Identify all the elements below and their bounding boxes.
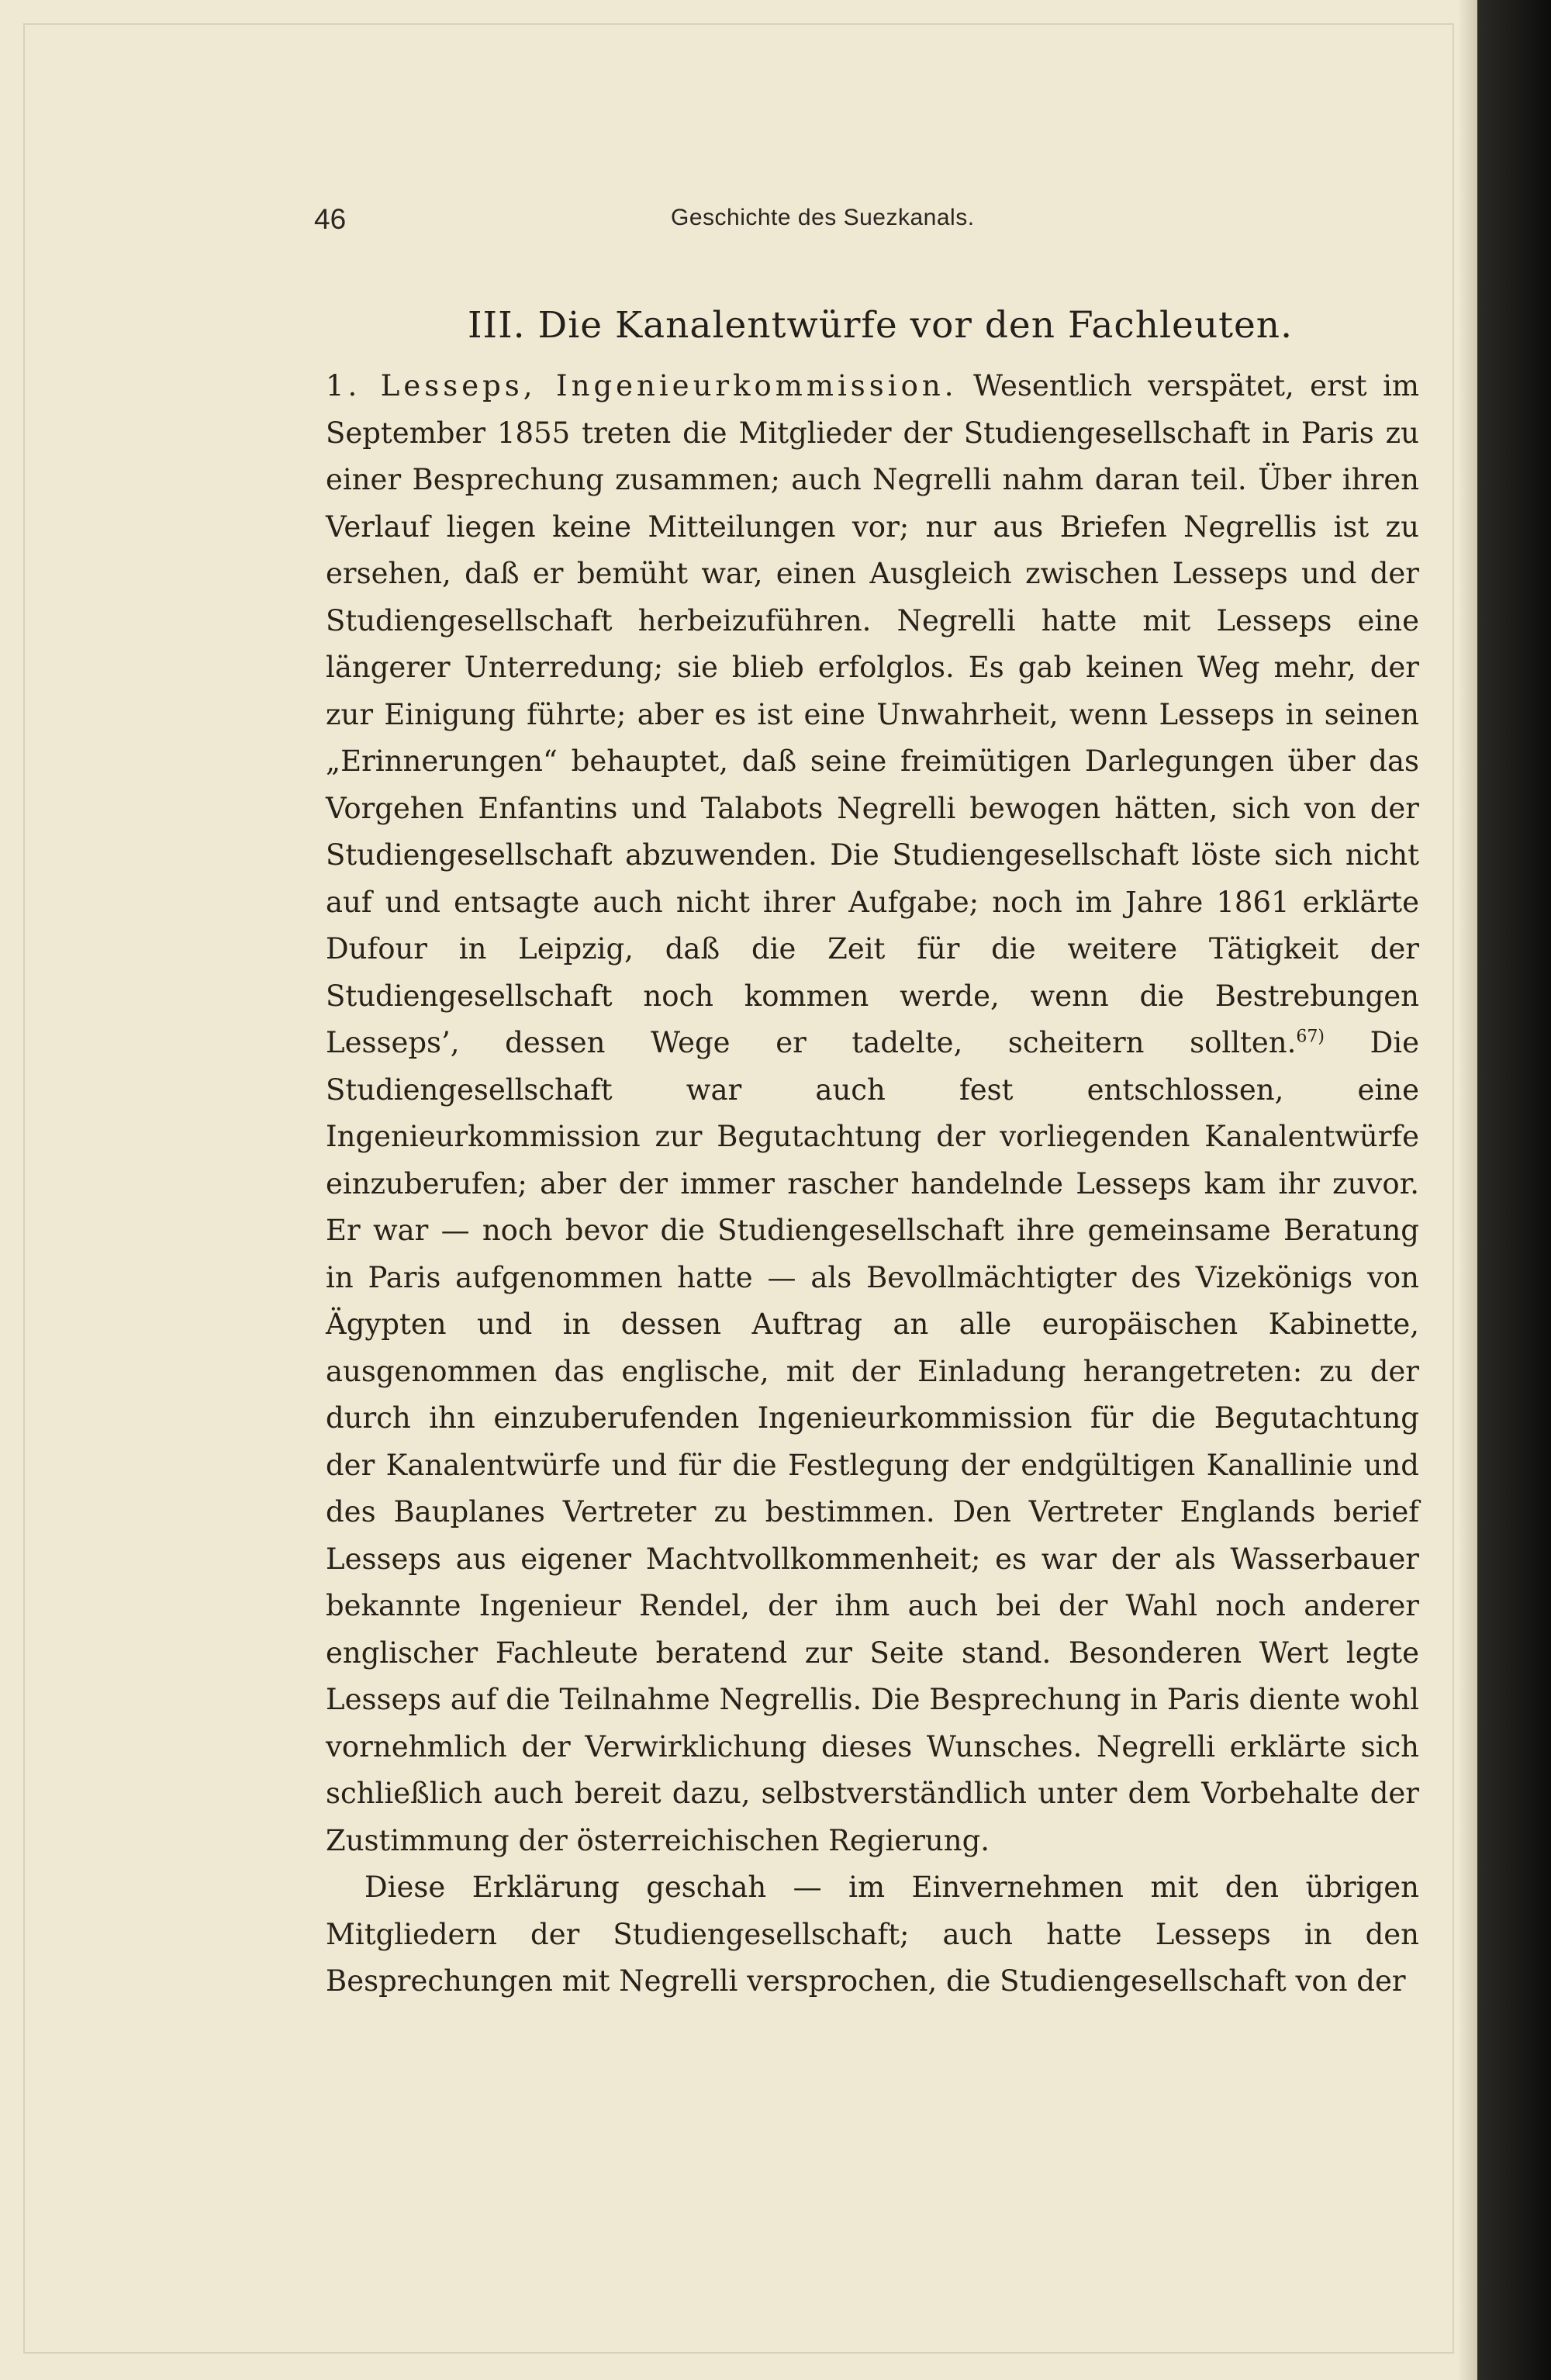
body-text (326, 363, 1419, 2005)
section-lead: 1. Lesseps, Ingenieurkommission. (326, 369, 958, 402)
footnote-ref: 67) (1296, 1027, 1325, 1047)
chapter-title: III. Die Kanalentwürfe vor den Fachleuten. (467, 304, 1294, 347)
paragraph-1-text-b: Die Studiengesellschaft war auch fest entschlossen, eine Ingenieurkommission zur Begutachtung der vorliegenden Kanalentwürfe einzuberufen; aber der immer rascher handelnde Lesseps kam ihr zuvor. Er war — noch bevor die Studiengesellschaft ihre gemeinsame Beratung in Paris aufgenommen hatte — als Bevollmächtigter des Vizekönigs von Ägypten und in dessen Auftrag an alle europäischen Kabinette, ausgenommen das englische, mit der Einladung herangetreten: zu der durch ihn einzuberufenden Ingenieurkommission für die Begutachtung der Kanalentwürfe und für die Festlegung der endgültigen Kanallinie und des Bauplanes Vertreter zu bestimmen. Den Vertreter Englands berief Lesseps aus eigener Machtvollkommenheit; es war der als Wasserbauer bekannte Ingenieur Rendel, der ihm auch bei der Wahl noch anderer englischer Fachleute beratend zur Seite stand. Besonderen Wert legte Lesseps auf die Teilnahme Negrellis. Die Besprechung in Paris diente wohl vornehmlich der Verwirklichung dieses Wunsches. Negrelli erklärte sich schließlich auch bereit dazu, selbstverständlich unter dem Vorbehalte der Zustimmung der österreichischen Regierung. (326, 1026, 1419, 1857)
page-number: 46 (314, 203, 347, 235)
paragraph-1 (326, 363, 1419, 1864)
running-title: Geschichte des Suezkanals. (671, 205, 975, 230)
page-edge-shadow (1477, 0, 1551, 2380)
paragraph-1-text-a: Wesentlich verspätet, erst im September 1855 treten die Mitglieder der Studiengesellschaft in Paris zu einer Besprechung zusammen; auch Negrelli nahm daran teil. Über ihren Verlauf liegen keine Mitteilungen vor; nur aus Briefen Negrellis ist zu ersehen, daß er bemüht war, einen Ausgleich zwischen Lesseps und der Studiengesellschaft herbeizuführen. Negrelli hatte mit Lesseps eine längerer Unterredung; sie blieb erfolglos. Es gab keinen Weg mehr, der zur Einigung führte; aber es ist eine Unwahrheit, wenn Lesseps in seinen „Erinnerungen“ behauptet, daß seine freimütigen Darlegungen über das Vorgehen Enfantins und Talabots Negrelli bewogen hätten, sich von der Studiengesellschaft abzuwenden. Die Studiengesellschaft löste sich nicht auf und entsagte auch nicht ihrer Aufgabe; noch im Jahre 1861 erklärte Dufour in Leipzig, daß die Zeit für die weitere Tätigkeit der Studiengesellschaft noch kommen werde, wenn die Bestrebungen Lesseps’, dessen Wege er tadelte, scheitern sollten. (326, 369, 1420, 1059)
page-header (314, 203, 1415, 242)
paragraph-2: Diese Erklärung geschah — im Einvernehmen mit den übrigen Mitgliedern der Studiengesellschaft; auch hatte Lesseps in den Besprechungen mit Negrelli versprochen, die Studiengesellschaft von der (326, 1870, 1419, 1998)
spine-shadow (1458, 0, 1477, 2380)
